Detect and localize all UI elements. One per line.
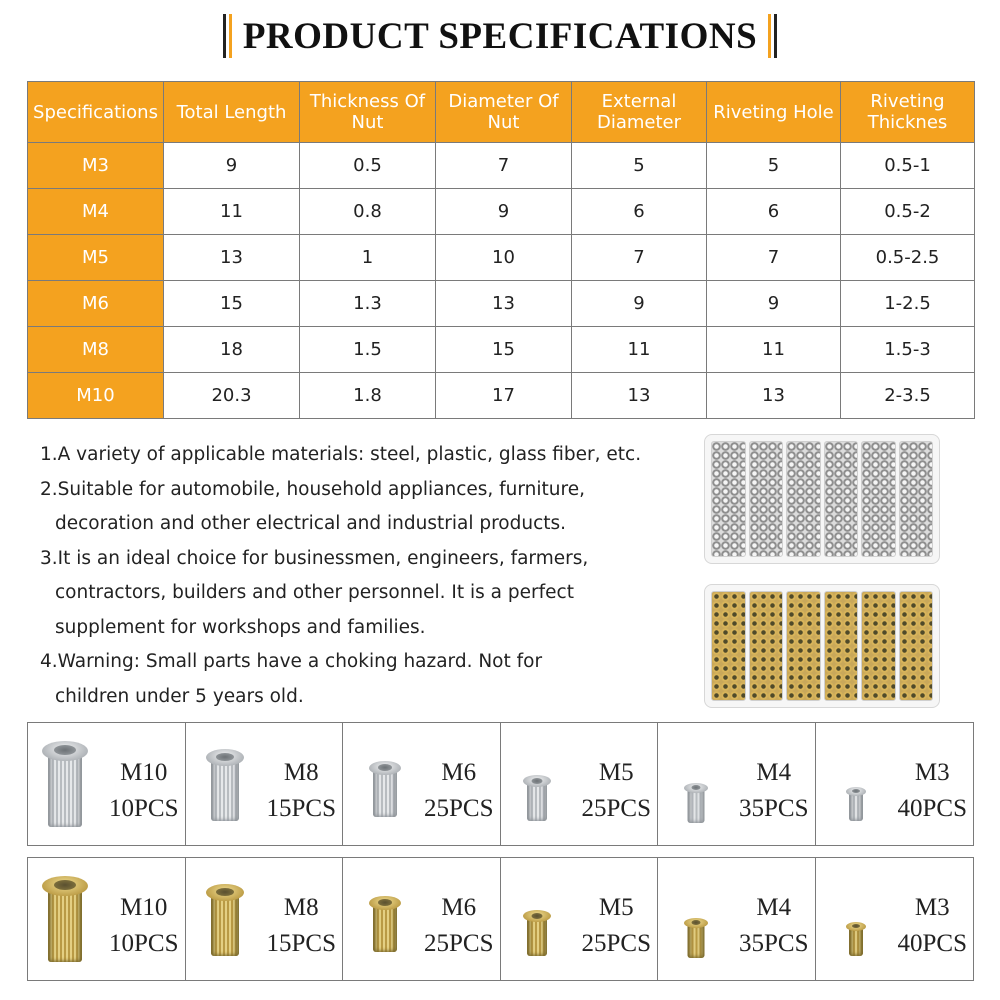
table-row — [28, 373, 975, 419]
note-line: 3.It is an ideal choice for businessmen, engineers, farmers, — [40, 547, 589, 569]
size-cell — [816, 858, 974, 980]
column-header: Total Length — [164, 82, 300, 143]
size-quantity: 40PCS — [897, 930, 967, 957]
column-header: Riveting Thicknes — [841, 82, 975, 143]
size-quantity: 35PCS — [739, 795, 809, 822]
size-label — [898, 755, 967, 827]
size-label — [267, 890, 336, 962]
table-cell: 6 — [572, 189, 707, 235]
size-quantity: 10PCS — [109, 930, 179, 957]
table-cell: 13 — [164, 235, 300, 281]
rivet-nut-image — [206, 749, 244, 821]
column-header: External Diameter — [572, 82, 707, 143]
table-cell: 17 — [436, 373, 572, 419]
kit-compartments — [711, 591, 933, 701]
size-quantity: 25PCS — [424, 795, 494, 822]
size-name: M10 — [120, 894, 168, 921]
table-row — [28, 143, 975, 189]
table-cell: 13 — [436, 281, 572, 327]
size-label — [109, 890, 178, 962]
size-cell — [658, 723, 816, 845]
table-cell: 11 — [707, 327, 841, 373]
size-name: M3 — [914, 759, 950, 786]
kit-compartment — [711, 441, 746, 557]
note-line: children under 5 years old. — [55, 685, 304, 707]
rivet-nut-image — [846, 922, 866, 956]
title-wrap — [0, 14, 1000, 58]
table-cell: 15 — [164, 281, 300, 327]
size-label — [898, 890, 967, 962]
row-header: M8 — [28, 327, 164, 373]
table-cell: 0.5 — [300, 143, 436, 189]
rivet-nut-image — [42, 876, 88, 962]
title-box — [223, 14, 777, 58]
table-cell: 13 — [572, 373, 707, 419]
table-cell: 20.3 — [164, 373, 300, 419]
title-bar-decoration — [768, 14, 771, 58]
note-line: 2.Suitable for automobile, household appliances, furniture, — [40, 478, 585, 500]
kit-compartments — [711, 441, 933, 557]
size-label — [424, 890, 493, 962]
table-cell: 1-2.5 — [841, 281, 975, 327]
table-cell: 1.3 — [300, 281, 436, 327]
size-quantity: 25PCS — [424, 930, 494, 957]
size-quantity: 25PCS — [581, 795, 651, 822]
kit-compartment — [824, 441, 859, 557]
table-cell: 9 — [164, 143, 300, 189]
table-cell: 6 — [707, 189, 841, 235]
table-cell: 7 — [436, 143, 572, 189]
rivet-nut-image — [684, 783, 708, 823]
size-label — [739, 890, 808, 962]
table-header-row — [28, 82, 975, 143]
gold-size-panel — [27, 857, 974, 981]
kit-compartment — [861, 441, 896, 557]
kit-compartment — [861, 591, 896, 701]
size-name: M3 — [914, 894, 950, 921]
note-line: supplement for workshops and families. — [55, 616, 426, 638]
size-cell — [343, 723, 501, 845]
size-cell — [816, 723, 974, 845]
size-name: M10 — [120, 759, 168, 786]
column-header: Riveting Hole — [707, 82, 841, 143]
table-row — [28, 281, 975, 327]
size-name: M4 — [756, 759, 792, 786]
rivet-nut-image — [369, 896, 401, 952]
size-cell — [658, 858, 816, 980]
table-cell: 7 — [572, 235, 707, 281]
rivet-nut-image — [846, 787, 866, 821]
size-name: M8 — [283, 759, 319, 786]
size-label — [582, 755, 651, 827]
size-cell — [28, 723, 186, 845]
size-label — [739, 755, 808, 827]
table-cell: 11 — [572, 327, 707, 373]
row-header: M6 — [28, 281, 164, 327]
silver-size-panel — [27, 722, 974, 846]
table-cell: 9 — [436, 189, 572, 235]
kit-compartment — [749, 591, 784, 701]
silver-kit-photo — [704, 434, 940, 564]
note-line: contractors, builders and other personnel. It is a perfect — [55, 582, 574, 603]
note-line: 4.Warning: Small parts have a choking hazard. Not for — [40, 651, 543, 672]
table-cell: 1.5 — [300, 327, 436, 373]
size-cell — [186, 858, 344, 980]
note-line: 1.A variety of applicable materials: steel, plastic, glass fiber, etc. — [40, 444, 642, 465]
size-cell — [501, 723, 659, 845]
table-cell: 9 — [707, 281, 841, 327]
kit-compartment — [711, 591, 746, 701]
table-cell: 10 — [436, 235, 572, 281]
size-name: M5 — [598, 759, 634, 786]
kit-compartment — [824, 591, 859, 701]
page-title: PRODUCT SPECIFICATIONS — [242, 15, 758, 57]
size-label — [582, 890, 651, 962]
rivet-nut-image — [42, 741, 88, 827]
size-name: M5 — [598, 894, 634, 921]
size-cell — [186, 723, 344, 845]
table-row — [28, 189, 975, 235]
spec-table — [27, 81, 975, 419]
kit-compartment — [786, 591, 821, 701]
kit-compartment — [899, 591, 934, 701]
row-header: M4 — [28, 189, 164, 235]
gold-kit-photo — [704, 584, 940, 708]
kit-compartment — [899, 441, 934, 557]
size-quantity: 35PCS — [739, 930, 809, 957]
table-cell: 15 — [436, 327, 572, 373]
rivet-nut-image — [369, 761, 401, 817]
size-label — [424, 755, 493, 827]
table-cell: 0.5-2 — [841, 189, 975, 235]
note-line: decoration and other electrical and industrial products. — [55, 513, 567, 534]
title-bar-decoration — [229, 14, 232, 58]
feature-notes — [40, 438, 680, 714]
table-cell: 0.5-2.5 — [841, 235, 975, 281]
title-bar-decoration — [223, 14, 226, 58]
size-label — [267, 755, 336, 827]
size-label — [109, 755, 178, 827]
table-cell: 0.8 — [300, 189, 436, 235]
table-cell: 9 — [572, 281, 707, 327]
table-cell: 0.5-1 — [841, 143, 975, 189]
table-cell: 11 — [164, 189, 300, 235]
table-cell: 7 — [707, 235, 841, 281]
table-cell: 13 — [707, 373, 841, 419]
size-cell — [343, 858, 501, 980]
title-bar-decoration — [774, 14, 777, 58]
size-name: M4 — [756, 894, 792, 921]
table-cell: 2-3.5 — [841, 373, 975, 419]
table-cell: 5 — [572, 143, 707, 189]
table-cell: 1.5-3 — [841, 327, 975, 373]
row-header: M10 — [28, 373, 164, 419]
rivet-nut-image — [684, 918, 708, 958]
size-quantity: 15PCS — [266, 930, 336, 957]
size-name: M8 — [283, 894, 319, 921]
table-cell: 5 — [707, 143, 841, 189]
column-header: Specifications — [28, 82, 164, 143]
size-cell — [28, 858, 186, 980]
rivet-nut-image — [523, 775, 551, 821]
size-cell — [501, 858, 659, 980]
table-row — [28, 235, 975, 281]
row-header: M3 — [28, 143, 164, 189]
size-quantity: 10PCS — [109, 795, 179, 822]
size-quantity: 40PCS — [897, 795, 967, 822]
table-row — [28, 327, 975, 373]
table-cell: 18 — [164, 327, 300, 373]
row-header: M5 — [28, 235, 164, 281]
size-name: M6 — [441, 894, 477, 921]
table-cell: 1.8 — [300, 373, 436, 419]
rivet-nut-image — [523, 910, 551, 956]
kit-compartment — [786, 441, 821, 557]
kit-compartment — [749, 441, 784, 557]
column-header: Diameter Of Nut — [436, 82, 572, 143]
size-quantity: 25PCS — [581, 930, 651, 957]
column-header: Thickness Of Nut — [300, 82, 436, 143]
size-quantity: 15PCS — [266, 795, 336, 822]
rivet-nut-image — [206, 884, 244, 956]
size-name: M6 — [441, 759, 477, 786]
table-cell: 1 — [300, 235, 436, 281]
